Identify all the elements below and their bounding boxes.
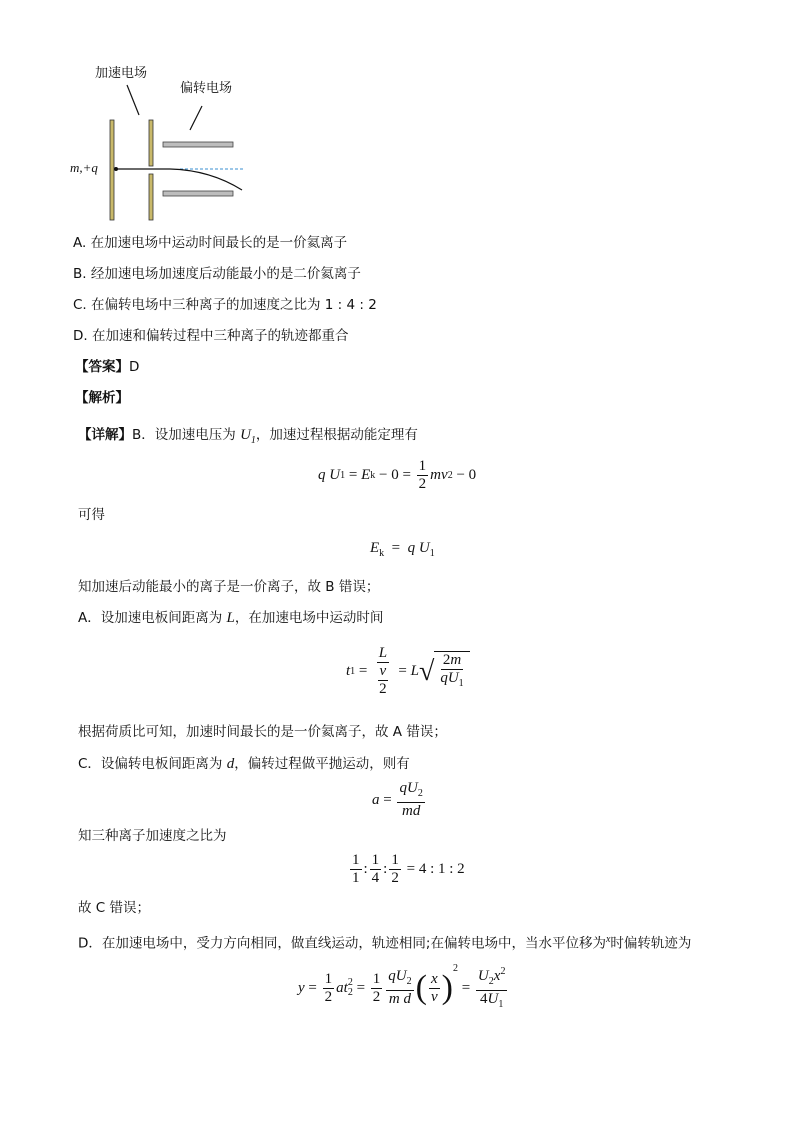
eq3-m: m xyxy=(450,652,462,668)
detail-line-7: 知三种离子加速度之比为 xyxy=(78,828,227,844)
eq6-qu xyxy=(386,968,413,991)
sym-U: U xyxy=(240,427,251,443)
sqrt-sign-icon: √ xyxy=(418,655,435,687)
eq3-L2: L xyxy=(410,663,419,679)
eq2-equals: = xyxy=(391,540,401,556)
detail-line-6 xyxy=(78,755,410,773)
equation-time xyxy=(346,645,470,698)
right-paren-icon: ) xyxy=(441,969,453,1006)
analysis-tag: 【解析】 xyxy=(75,390,129,406)
eq6-result-num xyxy=(476,963,508,991)
option-d: D. 在加速和偏转过程中三种离子的轨迹都重合 xyxy=(73,328,349,344)
eq1-equals: = xyxy=(348,467,358,483)
eq1-equals2: = xyxy=(402,467,411,483)
symbol-L: L xyxy=(226,610,235,626)
eq1-zero2: 0 xyxy=(468,467,477,483)
equation-ratio xyxy=(348,852,465,887)
eq1-sub1: 1 xyxy=(340,470,346,481)
detail-text-9a: D．在加速电场中，受力方向相同，做直线运动，轨迹相同;在偏转电场中，当水平位移为 xyxy=(78,935,606,952)
accel-plate-right-bottom xyxy=(149,174,153,220)
eq3-equals: = xyxy=(358,663,368,679)
eq3-v: v xyxy=(379,663,387,679)
detail-tag: 【详解】 xyxy=(78,427,132,443)
eq1-half xyxy=(417,458,429,493)
eq5-frac2 xyxy=(370,852,382,887)
accel-field-label: 加速电场 xyxy=(95,66,148,81)
eq6-v: v xyxy=(430,988,438,1005)
eq4-q: q xyxy=(399,780,407,796)
eq2-subk: k xyxy=(379,548,385,559)
answer-line xyxy=(75,358,139,376)
eq3-two: 2 xyxy=(379,681,387,697)
eq6-x: x xyxy=(430,970,438,987)
eq6-r4: 4 xyxy=(480,991,488,1007)
eq3-frac-outer xyxy=(373,645,393,698)
eq1-minus: − xyxy=(378,467,388,483)
eq6-t-sub: 2 xyxy=(347,987,353,998)
particle-label: m,+q xyxy=(70,160,98,175)
eq6-rU1: U xyxy=(487,991,499,1007)
eq3-sub1: 1 xyxy=(350,666,356,677)
detail-line-9 xyxy=(78,931,691,953)
option-b: B. 经加速电场加速度后动能最小的是二价氦离子 xyxy=(73,266,361,282)
deflect-leader-line xyxy=(190,106,202,130)
eq6-x-v xyxy=(429,971,440,1006)
eq6-rx-sup: 2 xyxy=(500,966,506,977)
eq6-h1-num: 1 xyxy=(324,970,333,987)
eq3-frac-inner xyxy=(377,663,389,698)
detail-line-2: 可得 xyxy=(78,507,105,523)
eq5-frac1 xyxy=(350,852,362,887)
detail-line-4 xyxy=(78,609,383,627)
eq4-sub2: 2 xyxy=(417,788,423,799)
deflect-field-label: 偏转电场 xyxy=(180,81,233,96)
accel-plate-right-top xyxy=(149,120,153,166)
eq5-f2-den: 4 xyxy=(371,870,380,886)
eq6-a: a xyxy=(336,979,344,996)
eq6-half2 xyxy=(371,971,383,1006)
particle-dot xyxy=(114,167,118,171)
eq2-U: U xyxy=(418,540,430,556)
eq3-frac-sqrt xyxy=(438,652,465,692)
eq6-U-sub: 2 xyxy=(406,976,412,987)
equation-ek xyxy=(370,540,435,559)
eq5-frac3 xyxy=(389,852,401,887)
eq6-rx: x xyxy=(493,968,501,984)
eq6-rU-sub: 2 xyxy=(488,976,494,987)
eq3-q: q xyxy=(440,670,448,686)
eq6-m: m xyxy=(388,991,400,1007)
detail-text-1a: B．设加速电压为 xyxy=(132,427,236,443)
left-paren-icon: ( xyxy=(415,969,427,1006)
equation-deflection xyxy=(298,963,509,1013)
eq6-U: U xyxy=(395,968,407,984)
symbol-x: x xyxy=(605,934,611,945)
detail-text-4a: A．设加速电板间距离为 xyxy=(78,610,227,626)
eq5-colon2: : xyxy=(383,861,388,877)
eq6-equals2: = xyxy=(356,979,366,996)
eq3-sqrt-den xyxy=(438,670,465,692)
eq3-U: U xyxy=(447,670,459,686)
option-a: A. 在加速电场中运动时间最长的是一价氦离子 xyxy=(73,235,348,251)
eq6-result xyxy=(476,963,508,1013)
eq3-inner-frac-wrap xyxy=(373,663,393,698)
figure xyxy=(70,60,260,225)
eq6-d: d xyxy=(403,991,411,1007)
eq6-h2-num: 1 xyxy=(372,970,381,987)
eq6-equals3: = xyxy=(461,979,471,996)
eq5-f2-num: 1 xyxy=(371,852,380,868)
eq1-v: v xyxy=(441,467,448,483)
eq5-colon1: : xyxy=(363,861,368,877)
eq1-subk: k xyxy=(370,470,376,481)
eq6-paren-sup: 2 xyxy=(452,963,458,974)
eq4-U: U xyxy=(406,780,418,796)
eq4-frac xyxy=(397,780,424,820)
eq2-q: q xyxy=(407,540,416,556)
detail-line-3: 知加速后动能最小的离子是一价离子，故 B 错误； xyxy=(78,579,380,595)
symbol-U1 xyxy=(240,427,256,446)
eq4-den xyxy=(400,803,422,820)
eq5-f3-den: 2 xyxy=(391,870,399,886)
eq6-rU1-sub: 1 xyxy=(498,999,504,1010)
detail-text-1b: ，加速过程根据动能定理有 xyxy=(255,427,418,443)
eq1-E: E xyxy=(361,467,371,483)
detail-line-1 xyxy=(78,426,418,450)
detail-text-6b: ，偏转过程做平抛运动，则有 xyxy=(234,756,410,772)
eq4-equals: = xyxy=(383,791,392,808)
eq2-E: E xyxy=(370,540,380,556)
eq1-q: q xyxy=(318,467,326,483)
eq1-m: m xyxy=(430,467,442,483)
sym-sub-1: 1 xyxy=(250,435,256,446)
deflect-plate-top xyxy=(163,142,233,147)
eq6-t-indices xyxy=(348,978,353,998)
eq3-L: L xyxy=(378,645,388,661)
eq1-minus2: − xyxy=(456,467,465,483)
eq6-md xyxy=(387,991,413,1008)
eq1-zero: 0 xyxy=(391,467,399,483)
equation-energy xyxy=(318,458,476,493)
deflect-plate-bottom xyxy=(163,191,233,196)
eq5-f1-num: 1 xyxy=(352,852,360,868)
eq2-sub1: 1 xyxy=(429,548,435,559)
symbol-d: d xyxy=(226,756,235,772)
eq1-sup2: 2 xyxy=(447,470,453,481)
eq5-f3-num: 1 xyxy=(391,852,399,868)
eq5-equals: = xyxy=(406,861,416,877)
eq3-U-sub: 1 xyxy=(458,678,464,689)
eq5-result: 4 : 1 : 2 xyxy=(418,861,465,877)
particle-trajectory xyxy=(116,169,242,190)
eq6-h2-den: 2 xyxy=(372,988,381,1005)
eq3-sqrt xyxy=(419,651,470,692)
answer-tag: 【答案】 xyxy=(75,359,129,375)
accel-plate-left xyxy=(110,120,114,220)
eq6-equals: = xyxy=(308,979,317,996)
eq6-rU: U xyxy=(477,968,489,984)
equation-accel xyxy=(372,780,427,820)
eq1-half-den: 2 xyxy=(418,476,427,492)
eq3-sqrt-num xyxy=(441,652,463,670)
eq6-t-sup: 2 xyxy=(347,977,353,988)
option-c: C. 在偏转电场中三种离子的加速度之比为 1 : 4 : 2 xyxy=(73,297,377,313)
eq6-result-den xyxy=(478,991,505,1013)
eq4-m: m xyxy=(401,803,413,819)
eq3-2: 2 xyxy=(442,652,451,668)
detail-text-9b: 时偏转轨迹为 xyxy=(610,935,692,952)
eq6-h1-den: 2 xyxy=(324,988,333,1005)
detail-line-8: 故 C 错误； xyxy=(78,900,151,916)
detail-text-4b: ，在加速电场中运动时间 xyxy=(234,610,384,626)
accel-leader-line xyxy=(127,85,139,115)
answer-value: D xyxy=(129,359,140,375)
eq1-U: U xyxy=(329,467,341,483)
eq4-a: a xyxy=(372,791,380,808)
eq5-f1-den: 1 xyxy=(352,870,360,886)
eq1-half-num: 1 xyxy=(418,458,427,474)
eq6-qu-md xyxy=(386,968,413,1008)
eq3-equals2: = xyxy=(398,663,407,679)
eq6-q: q xyxy=(388,968,396,984)
eq4-num xyxy=(397,780,424,803)
eq6-y: y xyxy=(298,979,305,996)
detail-line-5: 根据荷质比可知，加速时间最长的是一价氦离子，故 A 错误； xyxy=(78,724,447,740)
eq3-t: t xyxy=(346,663,351,679)
eq3-radicand xyxy=(434,651,469,692)
eq4-d: d xyxy=(412,803,421,819)
eq6-half1 xyxy=(323,971,335,1006)
detail-text-6a: C．设偏转电板间距离为 xyxy=(78,756,227,772)
eq6-t: t xyxy=(343,979,348,996)
